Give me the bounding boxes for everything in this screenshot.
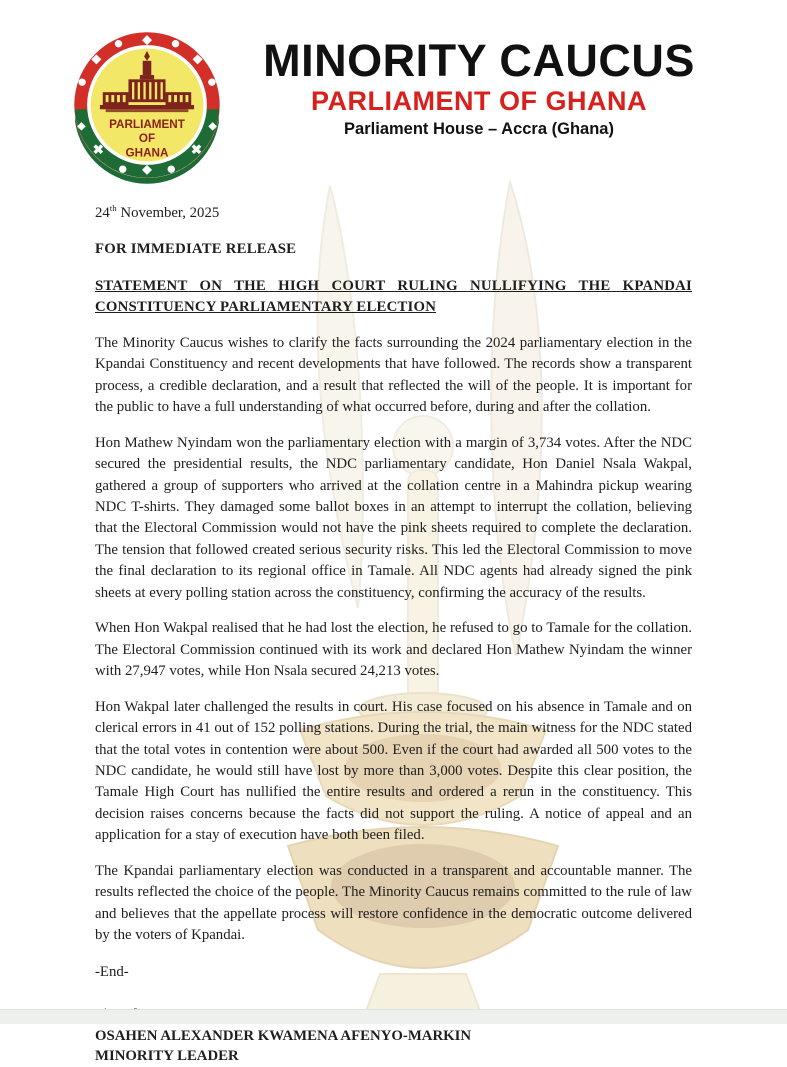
logo-text-line1: PARLIAMENT [109, 117, 185, 131]
date-rest: November, 2025 [116, 205, 220, 221]
org-address: Parliament House – Accra (Ghana) [344, 120, 614, 139]
parliament-of-ghana-logo [68, 28, 226, 187]
release-line: FOR IMMEDIATE RELEASE [95, 241, 297, 258]
paragraph-3: When Hon Wakpal realised that he had lost the election, he refused to go to Tamale for the collation. The Electoral Commission continued with its work and declared Hon Mathew Nyindam the winner with 27,947 votes, while Hon Nsala secured 24,213 votes. [95, 620, 692, 680]
headline: STATEMENT ON THE HIGH COURT RULING NULLIFYING THE KPANDAI CONSTITUENCY PARLIAMENTARY ELECTION [95, 277, 692, 316]
paragraph-2: Hon Mathew Nyindam won the parliamentary election with a margin of 3,734 votes. After the NDC secured the presidential results, the NDC parliamentary candidate, Hon Daniel Nsala Wakpal, gathered a group of supporters who arrived at the collation centre in a Mahindra pickup wearing NDC T-shirts. They damaged some ballot boxes in an attempt to interrupt the collation, believing that the Electoral Commission would not have the pink sheets required to complete the declaration. The tension that followed created serious security risks. This led the Electoral Commission to move the final declaration to its regional office in Tamale. All NDC agents had already signed the pink sheets at every polling station across the constituency, confirming the accuracy of the results. [95, 434, 692, 601]
date-line [95, 203, 692, 224]
document-body [95, 203, 692, 1067]
paragraph-1: The Minority Caucus wishes to clarify the facts surrounding the 2024 parliamentary election in the Kpandai Constituency and recent developments that have followed. The records show a transparent process, a credible declaration, and a result that reflected the will of the people. It is important for the public to have a full understanding of what occurred before, during and after the collation. [95, 334, 692, 416]
org-title: MINORITY CAUCUS [263, 35, 695, 86]
photo-bottom-edge [0, 1009, 787, 1024]
logo-text-line3: GHANA [125, 146, 169, 160]
org-subtitle: PARLIAMENT OF GHANA [311, 85, 647, 116]
letterhead [0, 0, 787, 187]
date-suffix: th [109, 203, 117, 214]
paragraph-4: Hon Wakpal later challenged the results in court. His case focused on his absence in Tamale and on clerical errors in 41 out of 152 polling stations. During the trial, the main witness for the NDC stated that the total votes in contention were about 500. Even if the court had awarded all 500 votes to the NDC candidate, he would still have lost by more than 3,000 votes. Despite this clear position, the Tamale High Court has nullified the entire results and ordered a rerun in the constituency. This decision raises concerns because the facts did not support the ruling. A notice of appeal and an application for a stay of execution have both been filed. [95, 698, 692, 844]
end-marker: -End- [95, 963, 129, 980]
signatory-name: OSAHEN ALEXANDER KWAMENA AFENYO-MARKIN [95, 1027, 472, 1044]
date-day: 24 [95, 205, 110, 221]
logo-text-line2: OF [138, 132, 156, 146]
paragraph-5: The Kpandai parliamentary election was conducted in a transparent and accountable manner. The results reflected the choice of the people. The Minority Caucus remains committed to the rule of law and believes that the appellate process will restore confidence in the democratic outcome delivered by the voters of Kpandai. [95, 862, 692, 944]
letterhead-text [226, 28, 732, 139]
signatory-title: MINORITY LEADER [95, 1048, 239, 1065]
